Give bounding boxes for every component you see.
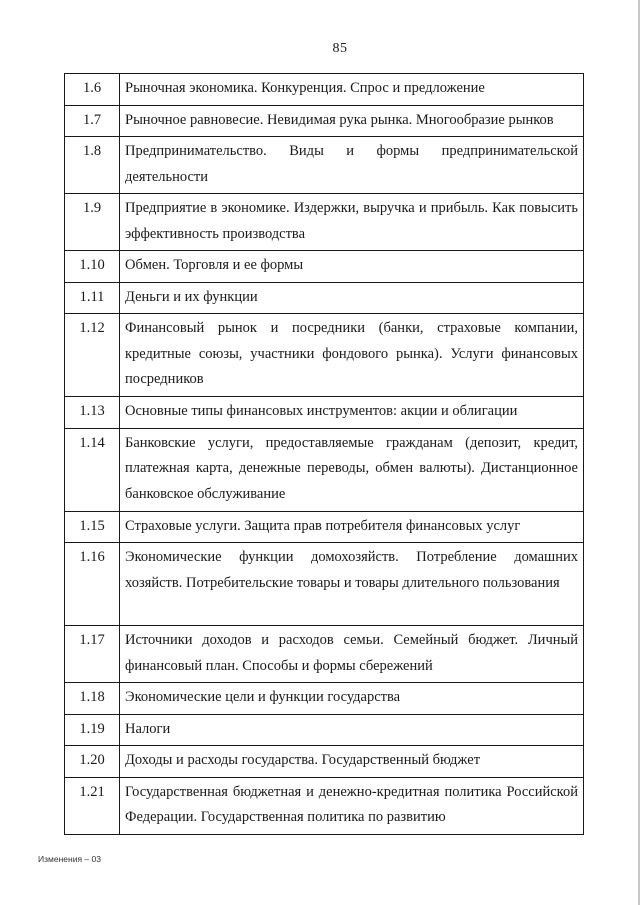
topic-number: 1.8 [65, 137, 120, 194]
table-row [65, 397, 584, 429]
table-row [65, 282, 584, 314]
table-row [65, 74, 584, 106]
table-row [65, 428, 584, 511]
topic-title: Источники доходов и расходов семьи. Семейный бюджет. Личный финансовый план. Способы и формы сбережений [120, 626, 584, 683]
topic-title: Рыночное равновесие. Невидимая рука рынка. Многообразие рынков [120, 105, 584, 137]
table-row [65, 105, 584, 137]
table-row [65, 511, 584, 543]
table-row [65, 683, 584, 715]
topic-title: Обмен. Торговля и ее формы [120, 251, 584, 283]
topic-title: Страховые услуги. Защита прав потребителя финансовых услуг [120, 511, 584, 543]
topic-number: 1.13 [65, 397, 120, 429]
topic-title: Предприятие в экономике. Издержки, выручка и прибыль. Как повысить эффективность производства [120, 194, 584, 251]
topic-title: Доходы и расходы государства. Государственный бюджет [120, 746, 584, 778]
topics-table [64, 73, 584, 835]
page-number: 85 [332, 41, 348, 56]
topic-number: 1.12 [65, 314, 120, 397]
table-row [65, 314, 584, 397]
table-row [65, 251, 584, 283]
topic-title: Деньги и их функции [120, 282, 584, 314]
topic-number: 1.10 [65, 251, 120, 283]
topic-number: 1.14 [65, 428, 120, 511]
topic-number: 1.19 [65, 714, 120, 746]
table-row [65, 137, 584, 194]
topic-number: 1.21 [65, 777, 120, 834]
topic-number: 1.20 [65, 746, 120, 778]
topic-title: Предпринимательство. Виды и формы предпринимательской деятельности [120, 137, 584, 194]
topic-number: 1.15 [65, 511, 120, 543]
topic-title: Финансовый рынок и посредники (банки, страховые компании, кредитные союзы, участники фондового рынка). Услуги финансовых посредников [120, 314, 584, 397]
topic-number: 1.7 [65, 105, 120, 137]
topic-number: 1.6 [65, 74, 120, 106]
topic-title: Экономические функции домохозяйств. Потребление домашних хозяйств. Потребительские товары и товары длительного пользования [120, 543, 584, 626]
topic-title: Экономические цели и функции государства [120, 683, 584, 715]
topic-title: Банковские услуги, предоставляемые гражданам (депозит, кредит, платежная карта, денежные переводы, обмен валюты). Дистанционное банковское обслуживание [120, 428, 584, 511]
topic-title: Основные типы финансовых инструментов: акции и облигации [120, 397, 584, 429]
topic-number: 1.11 [65, 282, 120, 314]
topic-number: 1.16 [65, 543, 120, 626]
table-row [65, 777, 584, 834]
table-row [65, 543, 584, 626]
topic-number: 1.18 [65, 683, 120, 715]
topic-number: 1.17 [65, 626, 120, 683]
topic-title: Рыночная экономика. Конкуренция. Спрос и предложение [120, 74, 584, 106]
topic-title: Налоги [120, 714, 584, 746]
table-row [65, 194, 584, 251]
topic-number: 1.9 [65, 194, 120, 251]
topic-title: Государственная бюджетная и денежно-кредитная политика Российской Федерации. Государственная политика по развитию [120, 777, 584, 834]
table-row [65, 714, 584, 746]
revision-footer: Изменения – 03 [38, 854, 101, 864]
table-row [65, 626, 584, 683]
table-row [65, 746, 584, 778]
